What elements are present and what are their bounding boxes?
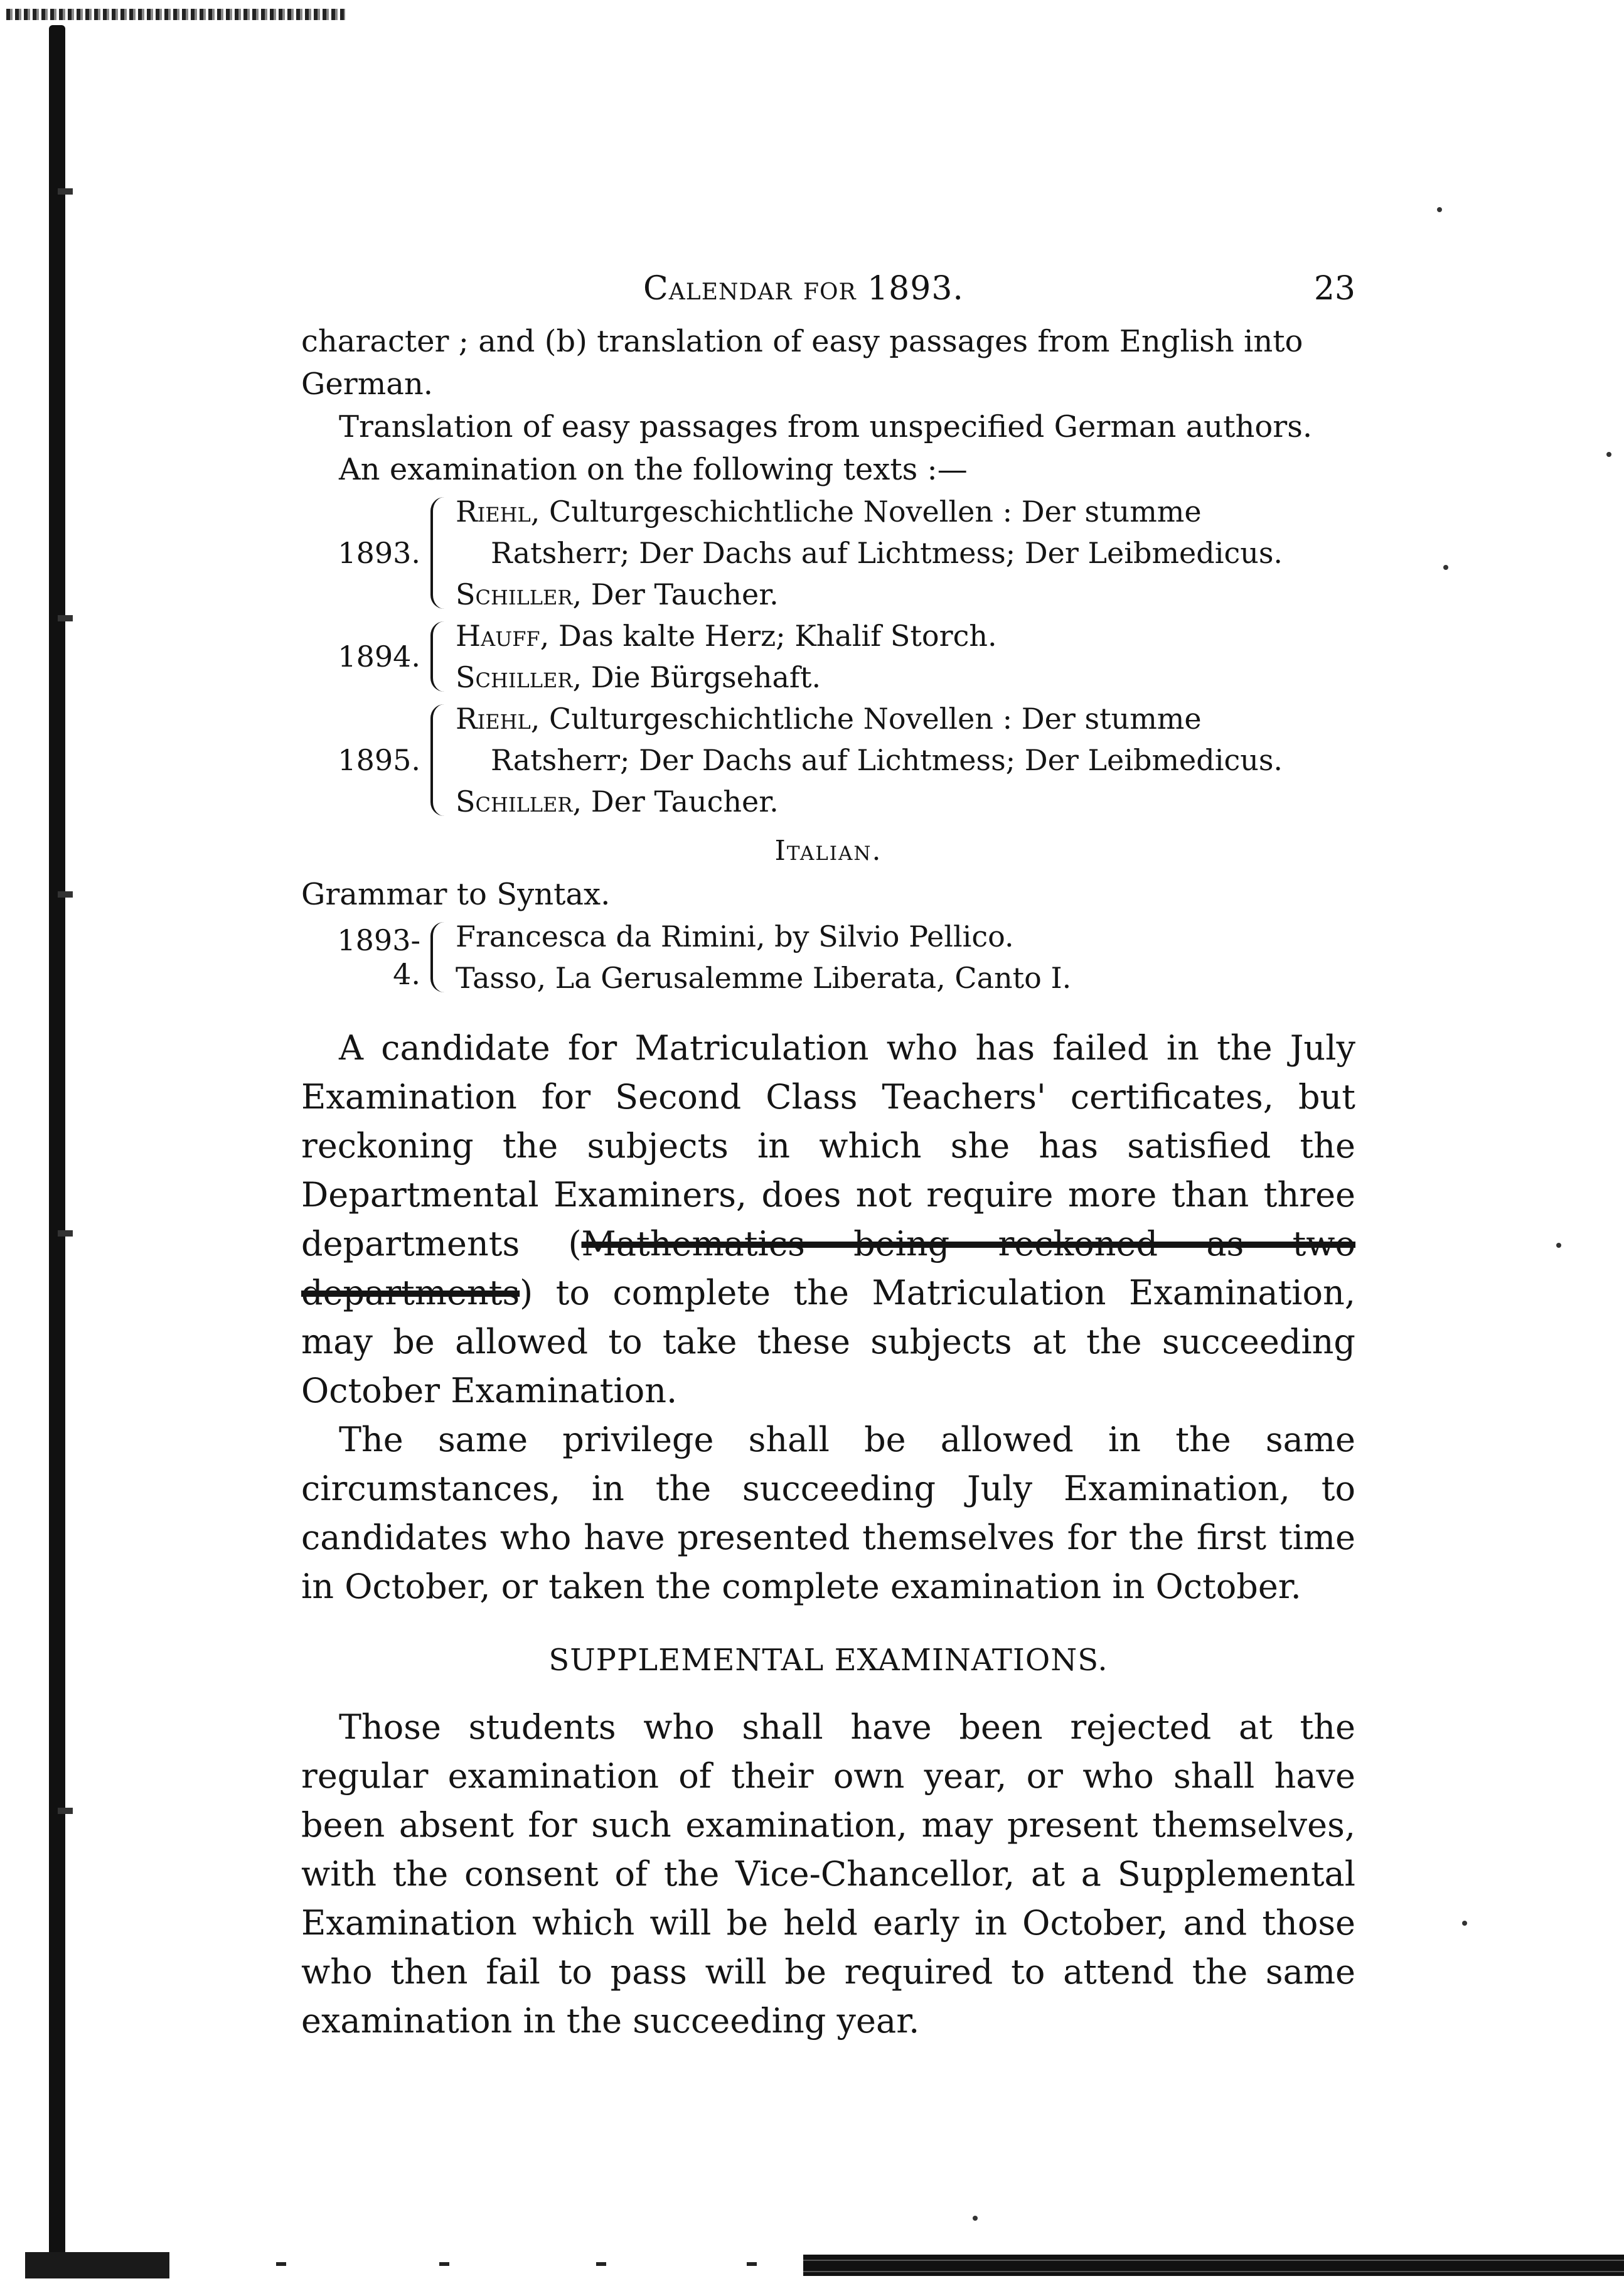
author-name: Schiller, — [456, 785, 582, 818]
work-title: Culturgeschichtliche Novellen : Der stumme — [540, 702, 1202, 736]
scan-speck — [1556, 1243, 1561, 1248]
italian-section — [301, 835, 1355, 999]
work-title: Ratsherr; Der Dachs auf Lichtmess; Der Leibmedicus. — [491, 536, 1283, 570]
text-entry — [456, 657, 1355, 698]
scan-speck — [58, 188, 73, 195]
scan-dash — [596, 2262, 606, 2266]
matriculation-paragraph: The same privilege shall be allowed in the same circumstances, in the succeeding July Examination, to candidates who have presented themselves for the first time in October, or taken the complete examination in October. — [301, 1420, 1355, 1606]
italian-heading: Italian. — [774, 835, 882, 867]
matriculation-paragraph — [301, 1024, 1355, 1415]
scan-bottom-edge-left — [25, 2252, 169, 2278]
brace-mark — [430, 497, 449, 609]
scan-speck — [973, 2216, 978, 2221]
scan-speck — [1606, 452, 1611, 457]
text-year-group — [301, 916, 1355, 999]
author-name: Hauff, — [456, 619, 550, 653]
text-entry — [456, 698, 1355, 739]
text-entries — [456, 615, 1355, 698]
author-name: Schiller, — [456, 577, 582, 611]
scan-speck — [58, 891, 73, 898]
text-entry — [456, 739, 1355, 781]
text-entry: Tasso, La Gerusalemme Liberata, Canto I. — [456, 961, 1072, 995]
scan-speck — [1437, 207, 1442, 212]
text-entry — [456, 574, 1355, 615]
text-entries — [456, 916, 1355, 999]
scan-dash — [439, 2262, 449, 2266]
text-entry — [456, 532, 1355, 574]
scan-speck — [58, 1230, 73, 1237]
paragraph-text: ) to complete the Matriculation Examination, may be allowed to take these subjects at the succeeding October Examination. — [301, 1273, 1355, 1410]
supplemental-section — [301, 1643, 1355, 2046]
text-entry — [456, 615, 1355, 657]
text-year-group — [301, 698, 1355, 822]
supplemental-paragraph: Those students who shall have been rejected at the regular examination of their own year, or who shall have been absent for such examination, may present themselves, with the consent of the Vice-Chancellor, at a Supplemental Examination which will be held early in October, and those who then fail to pass will be required to attend the same examination in the succeeding year. — [301, 1707, 1355, 2041]
scan-binding-edge — [49, 25, 65, 2260]
page-header — [301, 270, 1355, 320]
german-line: Translation of easy passages from unspecified German authors. — [339, 409, 1313, 444]
matriculation-section — [301, 1024, 1355, 1611]
work-title: Der Taucher. — [582, 577, 779, 611]
year-label: 1893-4. — [337, 923, 420, 991]
scan-top-edge — [6, 9, 345, 20]
work-title: Das kalte Herz; Khalif Storch. — [549, 619, 997, 653]
scan-speck — [58, 1808, 73, 1814]
text-year-group — [301, 615, 1355, 698]
text-entries — [456, 698, 1355, 822]
page-content — [301, 270, 1355, 2046]
work-title: Der Taucher. — [582, 785, 779, 818]
author-name: Riehl, — [456, 702, 540, 736]
brace-mark — [430, 621, 449, 692]
year-label: 1893. — [338, 536, 420, 570]
text-entries — [456, 491, 1355, 615]
italian-grammar-line: Grammar to Syntax. — [301, 877, 611, 912]
author-name: Schiller, — [456, 660, 582, 694]
year-label: 1895. — [338, 743, 420, 777]
page-number: 23 — [1313, 270, 1355, 308]
text-entry — [456, 781, 1355, 822]
work-title: Culturgeschichtliche Novellen : Der stumme — [540, 495, 1202, 529]
work-title: Die Bürgsehaft. — [582, 660, 821, 694]
running-head: Calendar for 1893. — [643, 270, 964, 308]
german-line: character ; and (b) translation of easy passages from English into — [301, 324, 1303, 359]
text-entry — [456, 491, 1355, 532]
brace-mark — [430, 922, 449, 992]
german-section — [301, 320, 1355, 822]
scan-dash — [747, 2262, 757, 2266]
german-line: German. — [301, 367, 433, 402]
work-title: Ratsherr; Der Dachs auf Lichtmess; Der Leibmedicus. — [491, 743, 1283, 777]
scan-speck — [58, 615, 73, 621]
german-line: An examination on the following texts :— — [339, 452, 968, 487]
scan-speck — [1443, 565, 1448, 570]
struck-text: Mathematics being reckoned as two departments — [301, 1224, 1356, 1312]
year-label: 1894. — [338, 640, 420, 673]
author-name: Riehl, — [456, 495, 540, 529]
text-entry: Francesca da Rimini, by Silvio Pellico. — [456, 920, 1014, 953]
paragraph-text: A candidate for Matriculation who has failed in the July Examination for Second Class Teachers' certificates, but reckoning the subjects in which she has satisfied the Departmental Examiners, does not require more than three departments ( — [301, 1028, 1355, 1264]
text-year-group — [301, 491, 1355, 615]
brace-mark — [430, 704, 449, 816]
scan-bottom-edge-right — [803, 2255, 1624, 2276]
scan-speck — [1462, 1921, 1467, 1926]
scan-dash — [276, 2262, 286, 2266]
supplemental-heading: SUPPLEMENTAL EXAMINATIONS. — [548, 1643, 1108, 1678]
